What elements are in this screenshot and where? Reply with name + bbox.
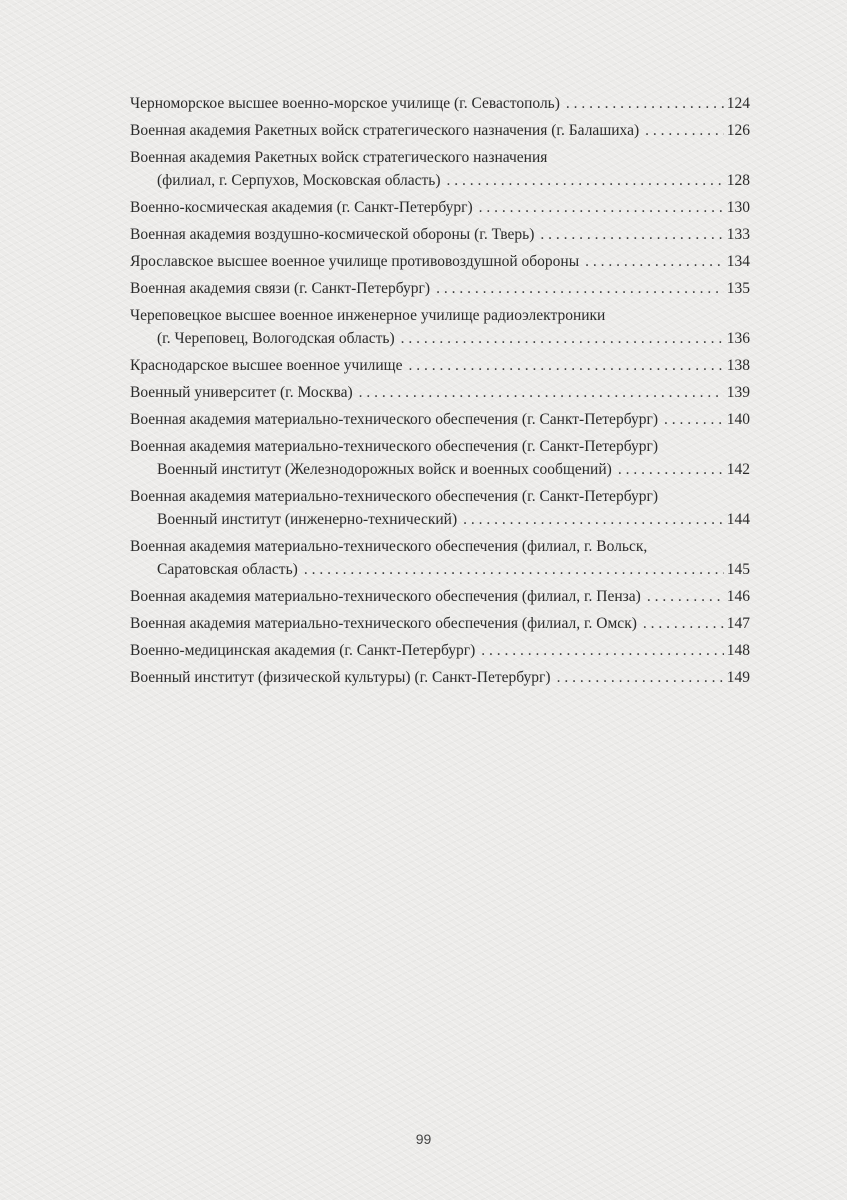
toc-entry xyxy=(130,639,750,662)
dot-leader xyxy=(664,408,724,431)
toc-entry-title-line: Военно-медицинская академия (г. Санкт-Петербург) xyxy=(130,642,476,659)
toc-entry-last-line xyxy=(130,558,750,581)
toc-entry xyxy=(130,535,750,581)
toc-entry-last-line xyxy=(130,277,750,300)
toc-entry-page-number: 144 xyxy=(726,511,750,528)
toc-entry-last-line xyxy=(130,119,750,142)
toc-entry-title-line: Военная академия Ракетных войск стратегического назначения xyxy=(130,149,548,166)
toc-entry xyxy=(130,196,750,219)
toc-entry xyxy=(130,485,750,531)
dot-leader xyxy=(643,612,724,635)
toc-entry-page-number: 134 xyxy=(726,253,750,270)
toc-entry-title-line: (филиал, г. Серпухов, Московская область) xyxy=(157,172,441,189)
table-of-contents xyxy=(130,92,750,693)
toc-entry-last-line xyxy=(130,458,750,481)
dot-leader xyxy=(463,508,724,531)
toc-entry-title-line: Военная академия материально-технического обеспечения (филиал, г. Омск) xyxy=(130,615,637,632)
dot-leader xyxy=(557,666,724,689)
toc-entry xyxy=(130,435,750,481)
toc-entry xyxy=(130,381,750,404)
dot-leader xyxy=(479,196,724,219)
toc-entry-last-line xyxy=(130,223,750,246)
dot-leader xyxy=(447,169,724,192)
dot-leader xyxy=(436,277,724,300)
toc-entry-page-number: 139 xyxy=(726,384,750,401)
toc-entry xyxy=(130,585,750,608)
dot-leader xyxy=(566,92,724,115)
toc-entry xyxy=(130,92,750,115)
toc-entry xyxy=(130,223,750,246)
toc-entry-last-line xyxy=(130,408,750,431)
toc-entry-page-number: 149 xyxy=(726,669,750,686)
toc-entry-last-line xyxy=(130,196,750,219)
toc-entry-title-line: Военный институт (Железнодорожных войск и военных сообщений) xyxy=(157,461,612,478)
dot-leader xyxy=(647,585,724,608)
dot-leader xyxy=(401,327,724,350)
toc-entry xyxy=(130,408,750,431)
toc-entry-page-number: 147 xyxy=(726,615,750,632)
toc-entry-page-number: 124 xyxy=(726,95,750,112)
toc-entry-title-line: Череповецкое высшее военное инженерное училище радиоэлектроники xyxy=(130,307,606,324)
toc-entry-title-line: Военная академия материально-технического обеспечения (г. Санкт-Петербург) xyxy=(130,411,659,428)
dot-leader xyxy=(618,458,724,481)
toc-entry-last-line xyxy=(130,666,750,689)
toc-entry xyxy=(130,612,750,635)
toc-entry-page-number: 130 xyxy=(726,199,750,216)
toc-entry-page-number: 126 xyxy=(726,122,750,139)
toc-entry xyxy=(130,146,750,192)
toc-entry xyxy=(130,277,750,300)
toc-entry-title-line: (г. Череповец, Вологодская область) xyxy=(157,330,395,347)
toc-entry xyxy=(130,354,750,377)
toc-entry-title-line: Военная академия Ракетных войск стратегического назначения (г. Балашиха) xyxy=(130,122,640,139)
page-number: 99 xyxy=(415,1131,432,1147)
toc-entry-title-line: Военный университет (г. Москва) xyxy=(130,384,353,401)
toc-entry-title-line: Черноморское высшее военно-морское училище (г. Севастополь) xyxy=(130,95,560,112)
toc-entry-page-number: 148 xyxy=(726,642,750,659)
toc-entry-last-line xyxy=(130,612,750,635)
dot-leader xyxy=(359,381,724,404)
dot-leader xyxy=(304,558,724,581)
toc-entry-title-line: Ярославское высшее военное училище противовоздушной обороны xyxy=(130,253,580,270)
toc-entry-page-number: 140 xyxy=(726,411,750,428)
toc-entry-page-number: 136 xyxy=(726,330,750,347)
toc-entry-page-number: 146 xyxy=(726,588,750,605)
toc-entry-title-line: Военно-космическая академия (г. Санкт-Петербург) xyxy=(130,199,473,216)
toc-entry-page-number: 145 xyxy=(726,561,750,578)
toc-entry-page-number: 138 xyxy=(726,357,750,374)
toc-entry-last-line xyxy=(130,327,750,350)
toc-entry-title-line: Саратовская область) xyxy=(157,561,298,578)
toc-entry-title-line: Военная академия материально-технического обеспечения (филиал, г. Пенза) xyxy=(130,588,641,605)
toc-entry-title-line: Военный институт (физической культуры) (г. Санкт-Петербург) xyxy=(130,669,551,686)
toc-entry-title-line: Военная академия материально-технического обеспечения (филиал, г. Вольск, xyxy=(130,538,648,555)
toc-entry xyxy=(130,304,750,350)
toc-entry-title-line: Военная академия материально-технического обеспечения (г. Санкт-Петербург) xyxy=(130,438,659,455)
toc-entry xyxy=(130,250,750,273)
toc-entry-last-line xyxy=(130,169,750,192)
toc-entry xyxy=(130,119,750,142)
toc-entry-last-line xyxy=(130,639,750,662)
toc-entry-title-line: Краснодарское высшее военное училище xyxy=(130,357,403,374)
toc-entry-page-number: 133 xyxy=(726,226,750,243)
dot-leader xyxy=(408,354,723,377)
toc-entry-title-line: Военный институт (инженерно-технический) xyxy=(157,511,458,528)
toc-entry-page-number: 135 xyxy=(726,280,750,297)
toc-entry-last-line xyxy=(130,585,750,608)
toc-entry-last-line xyxy=(130,92,750,115)
toc-entry-last-line xyxy=(130,508,750,531)
toc-entry xyxy=(130,666,750,689)
toc-entry-title-line: Военная академия материально-технического обеспечения (г. Санкт-Петербург) xyxy=(130,488,659,505)
toc-entry-last-line xyxy=(130,250,750,273)
toc-entry-page-number: 142 xyxy=(726,461,750,478)
toc-entry-last-line xyxy=(130,354,750,377)
dot-leader xyxy=(540,223,723,246)
dot-leader xyxy=(645,119,724,142)
toc-entry-title-line: Военная академия воздушно-космической обороны (г. Тверь) xyxy=(130,226,535,243)
dot-leader xyxy=(585,250,724,273)
toc-entry-page-number: 128 xyxy=(726,172,750,189)
dot-leader xyxy=(481,639,723,662)
toc-entry-title-line: Военная академия связи (г. Санкт-Петербург) xyxy=(130,280,431,297)
toc-entry-last-line xyxy=(130,381,750,404)
